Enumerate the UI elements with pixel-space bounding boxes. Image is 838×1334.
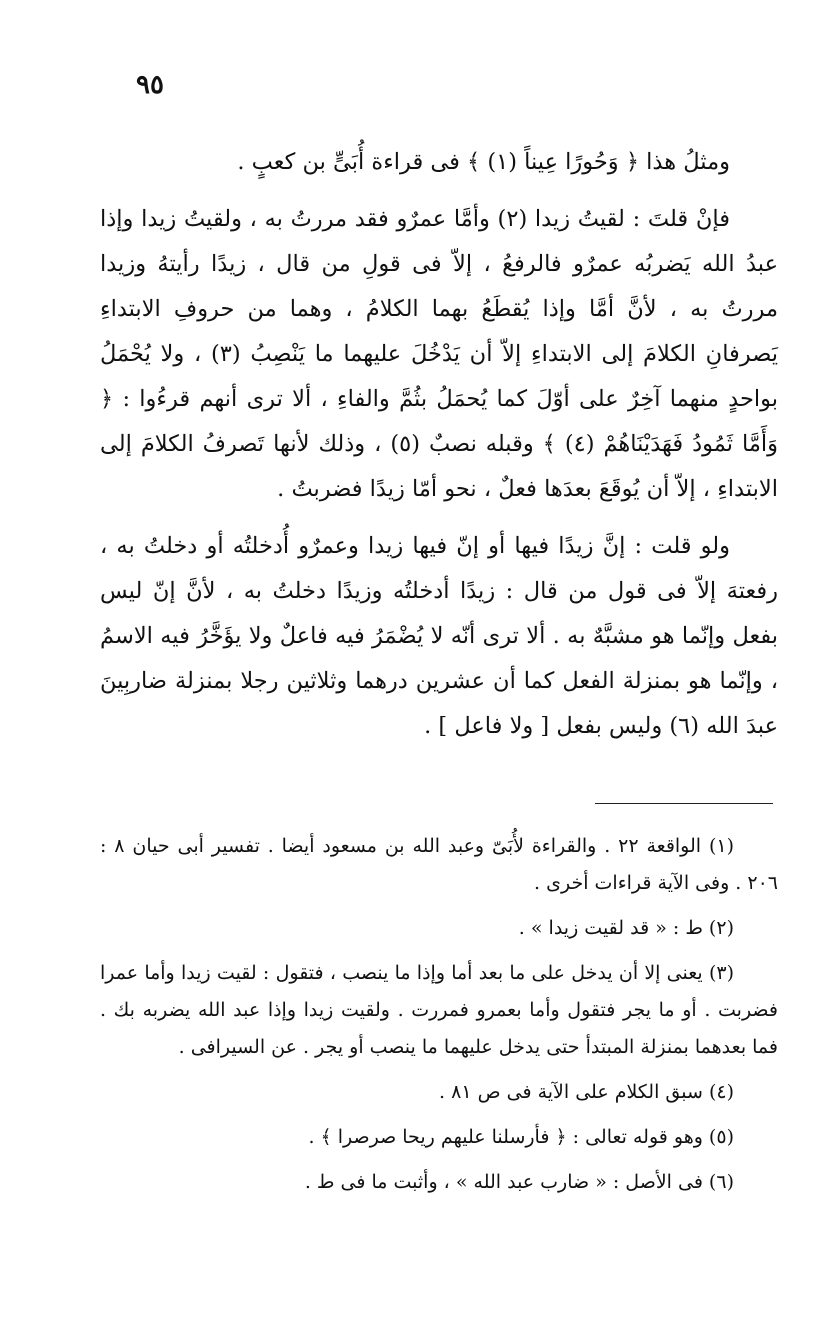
footnote-divider — [595, 803, 773, 804]
main-text — [100, 140, 778, 761]
footnotes — [100, 828, 778, 1209]
footnote-2: (٢) ط : « قد لقيت زيدا » . — [518, 917, 734, 939]
footnote-1: (١) الواقعة ٢٢ . والقراءة لأُبَىّ وعبد الله بن مسعود أيضا . تفسير أبى حيان ٨ : ٢٠٦ . وفى الآية قراءات أخرى . — [100, 835, 778, 894]
paragraph-2: فإنْ قلتَ : لقيتُ زيدا (٢) وأمَّا عمرٌو فقد مررتُ به ، ولقيتُ زيدا وإذا عبدُ الله يَضربُه عمرٌو فالرفعُ ، إلاّ فى قولِ من قال ، زيدًا رأيتهُ وزيدا مررتُ به ، لأنَّ أمَّا وإذا يُقطَعُ بهما الكلامُ ، وهما من حروفِ الابتداءِ يَصرفانِ الكلامَ إلى الابتداءِ إلاّ أن يَدْخُلَ عليهما ما يَنْصِبُ (٣) ، ولا يُحْمَلُ بواحدٍ منهما آخِرٌ على أوّلَ كما يُحمَلُ بثُمَّ والفاءِ ، ألا ترى أنهم قرءُوا : ﴿ وَأَمَّا ثَمُودُ فَهَدَيْنَاهُمْ (٤) ﴾ وقبله نصبٌ (٥) ، وذلك لأنها تَصرفُ الكلامَ إلى الابتداءِ ، إلاّ أن يُوقَعَ بعدَها فعلٌ ، نحو أمّا زيدًا فضربتُ . — [100, 206, 778, 502]
footnote-6: (٦) فى الأصل : « ضارب عبد الله » ، وأثبت ما فى ط . — [304, 1171, 734, 1193]
paragraph-1: ومثلُ هذا ﴿ وَحُورًا عِيناً (١) ﴾ فى قراءة أُبَىٍّ بن كعبٍ . — [237, 149, 730, 175]
paragraph-3: ولو قلت : إنَّ زيدًا فيها أو إنّ فيها زيدا وعمرٌو أُدخلتُه أو دخلتُ به ، رفعتهَ إلاّ فى قول من قال : زيدًا أدخلتُه وزيدًا دخلتُ به ، لأنَّ إنّ ليس بفعل وإنّما هو مشبَّهٌ به . ألا ترى أنّه لا يُضْمَرُ فيه فاعلٌ ولا يؤَخَّرُ فيه الاسمُ ، وإنّما هو بمنزلة الفعل كما أن عشرين درهما وثلاثين رجلا بمنزلة ضاربِينَ عبدَ الله (٦) وليس بفعل [ ولا فاعل ] . — [100, 533, 778, 739]
footnote-3: (٣) يعنى إلا أن يدخل على ما بعد أما وإذا ما ينصب ، فتقول : لقيت زيدا وأما عمرا فضربت . أو ما يجر فتقول وأما بعمرو فمررت . ولقيت زيدا وإذا عبد الله يضربه بك . فما بعدهما بمنزلة المبتدأ حتى يدخل عليهما ما ينصب أو يجر . عن السيرافى . — [100, 962, 778, 1058]
footnote-4: (٤) سبق الكلام على الآية فى ص ٨١ . — [439, 1081, 734, 1103]
footnote-5: (٥) وهو قوله تعالى : ﴿ فأرسلنا عليهم ريحا صرصرا ﴾ . — [308, 1126, 734, 1148]
page-number: ٩٥ — [136, 70, 164, 100]
